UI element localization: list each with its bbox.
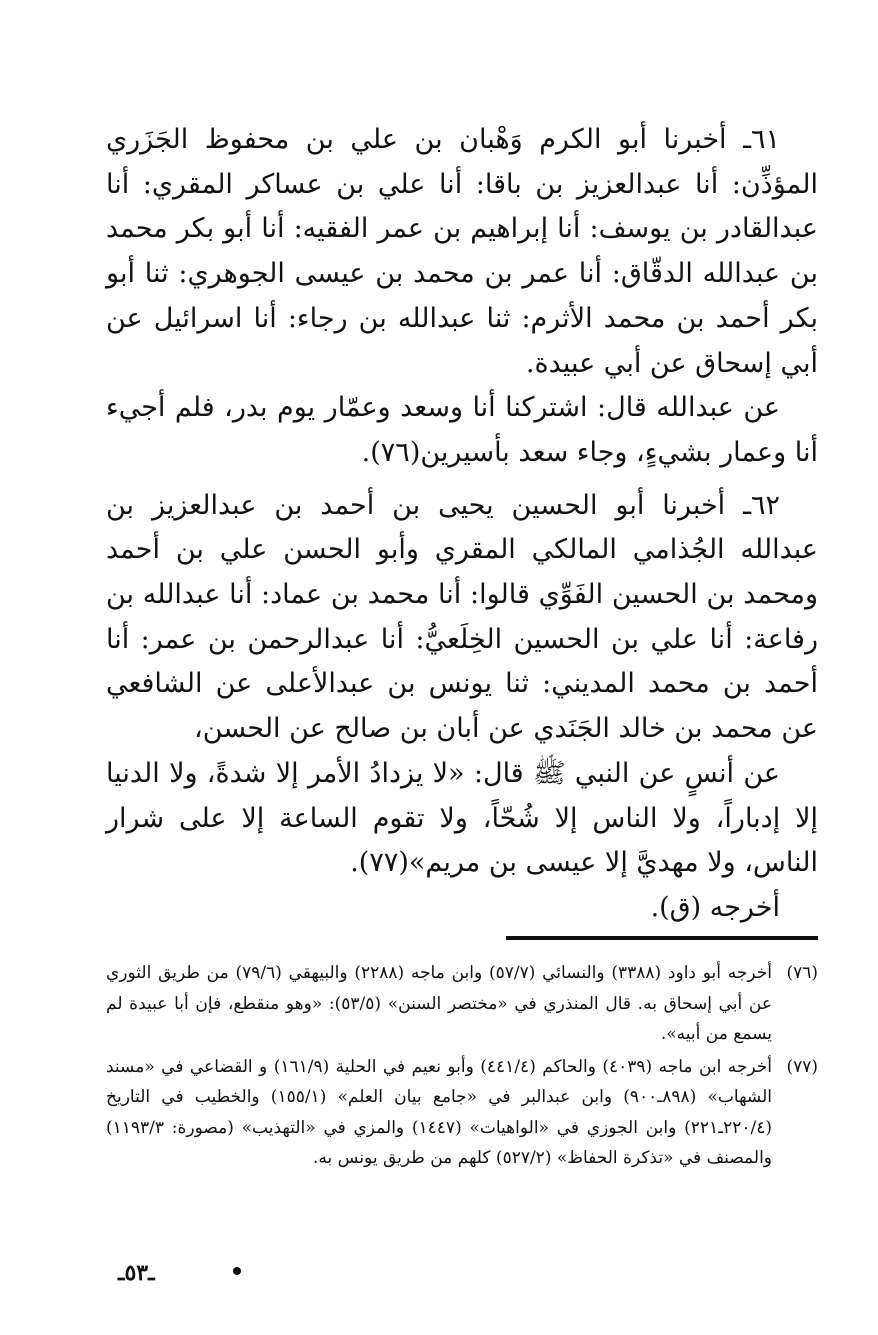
page-number: ـ٥٣ـ [118, 1260, 155, 1286]
footnote-number: (٧٦) [786, 963, 818, 983]
footnote-number: (٧٧) [786, 1056, 818, 1077]
bullet-dot-icon [233, 1267, 241, 1275]
hadith-62-matn: عن أنسٍ عن النبي ﷺ قال: «لا يزدادُ الأمر إلا شدةً، ولا الدنيا إلا إدباراً، ولا الناس إلا شُحّاً، ولا تقوم الساعة إلا على شرار الناس، ولا مهديَّ إلا عيسى بن مريم»(٧٧). [106, 757, 818, 879]
footnote-77 [106, 1052, 818, 1174]
main-text [106, 118, 818, 931]
footnote-separator [506, 936, 818, 940]
footnote-text: أخرجه ابن ماجه (٤٠٣٩) والحاكم (٤٤١/٤) وأبو نعيم في الحلية (١٦١/٩) و القضاعي في «مسند الشهاب» (٨٩٨ـ٩٠٠) وابن عبدالبر في «جامع بيان العلم» (١٥٥/١) والخطيب في التاريخ (٢٢٠/٤ـ٢٢١) وابن الجوزي في «الواهيات» (١٤٤٧) والمزي في «التهذيب» (مصورة: ١١٩٣/٣) والمصنف في «تذكرة الحفاظ» (٥٢٧/٢) كلهم من طريق يونس به. [106, 1056, 773, 1168]
page-footer [100, 1262, 280, 1292]
footnote-text: أخرجه أبو داود (٣٣٨٨) والنسائي (٥٧/٧) وابن ماجه (٢٢٨٨) والبيهقي (٧٩/٦) من طريق الثوري عن أبي إسحاق به. قال المنذري في «مختصر السنن» (٥٣/٥): «وهو منقطع، فإن أبا عبيدة لم يسمع من أبيه». [106, 963, 773, 1044]
footnote-76 [106, 958, 818, 1050]
hadith-62-takhrij: أخرجه (ق). [650, 891, 780, 923]
footnotes [106, 958, 818, 1174]
hadith-61-isnad: ٦١ـ أخبرنا أبو الكرم وَهْبان بن علي بن محفوظ الجَزَري المؤذِّن: أنا عبدالعزيز بن باقا: أنا علي بن عساكر المقري: أنا عبدالقادر بن يوسف: أنا إبراهيم بن عمر الفقيه: أنا أبو بكر محمد بن عبدالله الدقّاق: أنا عمر بن محمد بن عيسى الجوهري: ثنا أبو بكر أحمد بن محمد الأثرم: ثنا عبدالله بن رجاء: أنا اسرائيل عن أبي إسحاق عن أبي عبيدة. [106, 124, 818, 379]
hadith-62-isnad: ٦٢ـ أخبرنا أبو الحسين يحيى بن أحمد بن عبدالعزيز بن عبدالله الجُذامي المالكي المقري وأبو الحسن علي بن أحمد ومحمد بن الحسين الفَوِّي قالوا: أنا محمد بن عماد: أنا عبدالله بن رفاعة: أنا علي بن الحسين الخِلَعيُّ: أنا عبدالرحمن بن عمر: أنا أحمد بن محمد المديني: ثنا يونس بن عبدالأعلى عن الشافعي عن محمد بن خالد الجَنَدي عن أبان بن صالح عن الحسن، [106, 489, 818, 745]
hadith-61-matn: عن عبدالله قال: اشتركنا أنا وسعد وعمّار يوم بدر، فلم أجيء أنا وعمار بشيءٍ، وجاء سعد بأسيرين(٧٦). [106, 392, 818, 468]
